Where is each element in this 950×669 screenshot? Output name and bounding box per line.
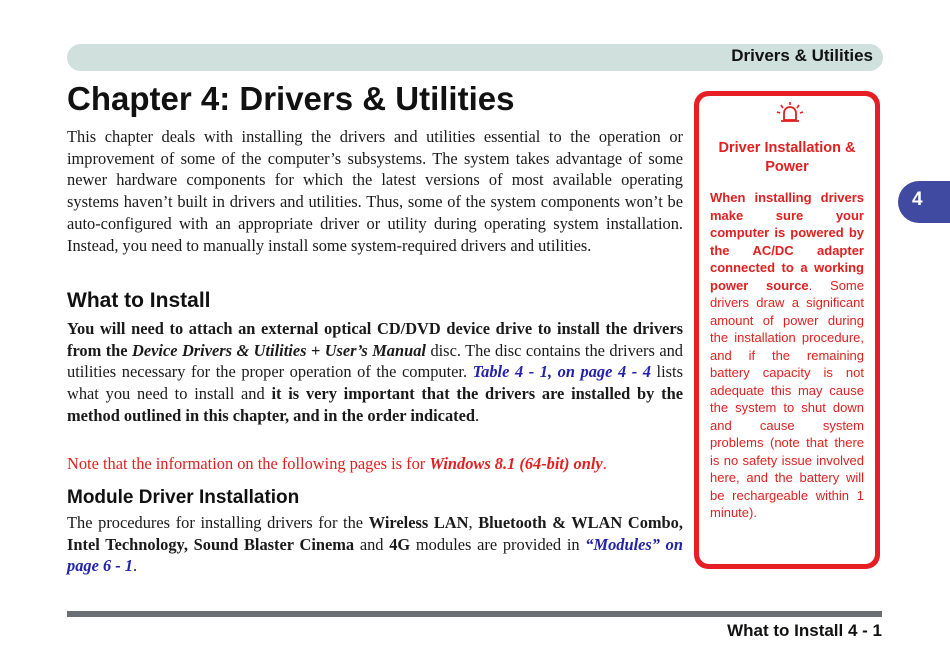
module-text-1: The procedures for installing drivers for the [67,513,364,532]
note-os: Windows 8.1 (64-bit) only [429,454,603,473]
install-end: . [475,405,480,425]
sidebar-body-text: . Some drivers draw a significant amount of power during the installation procedure, and if the remaining battery capacity is not adequate this may cause the system to shut down and cause system problems (note that there is no safety issue involved here, and the battery will be rechargeable within 1 minute). [710,277,864,520]
modules-link[interactable]: “Modules” on page 6 - 1 [67,534,683,576]
section-title: Drivers & Utilities [731,46,873,65]
os-note [67,453,683,475]
intro-paragraph: This chapter deals with installing the drivers and utilities essential to the operation or improvement of some of the computer’s subsystems. The system takes advantage of some newer hardware components for which the latest versions of most available operating systems haven’t built in drivers and utilities. Thus, some of the system components won’t be auto-configured with an appropriate driver or utility during operating system installation. Instead, you need to manually install some system-required drivers and utilities. [67,127,683,255]
install-bold-2: it is very important that the drivers are installed by the method outlined in this chapter, and in the order indicated [67,384,683,425]
install-text-1: disc. The disc contains the drivers and utilities necessary for the proper operation of the computer. [67,340,683,382]
install-text-2: lists what you need to install and [67,362,683,404]
alarm-bell-icon [775,101,805,127]
note-end: . [602,454,607,473]
module-and: and [359,534,384,554]
what-to-install-heading: What to Install [67,289,211,312]
module-wlan: Wireless LAN [368,513,469,532]
chapter-tab [898,181,950,223]
install-paragraph [67,318,683,427]
module-names: Bluetooth & WLAN Combo, Intel Technology, Sound Blaster Cinema [67,513,683,554]
footer-page-label: What to Install 4 - 1 [727,621,882,640]
module-comma: , [468,513,473,532]
footer-rule [67,611,882,617]
sidebar-text [710,189,864,522]
header-bar [67,44,883,71]
module-4g: 4G [389,534,411,554]
module-driver-heading: Module Driver Installation [67,487,300,508]
module-text-2: modules are provided in [415,534,580,554]
disc-name: Device Drivers & Utilities + User’s Manual [132,340,426,360]
chapter-tab-label: 4 [912,189,923,210]
module-paragraph [67,512,683,577]
sidebar-inner [699,96,875,564]
chapter-title: Chapter 4: Drivers & Utilities [67,80,515,117]
table-link[interactable]: Table 4 - 1, on page 4 - 4 [472,362,651,382]
sidebar-title: Driver Installation & Power [718,140,856,175]
sidebar-note-box [694,91,880,569]
install-bold-1: You will need to attach an external optical CD/DVD device drive to install the drivers from the [67,319,683,360]
note-text: Note that the information on the following pages is for [67,454,426,473]
sidebar-bold-text: When installing drivers make sure your computer is powered by the AC/DC adapter connected to a working power source [710,190,864,293]
module-end: . [133,556,138,576]
